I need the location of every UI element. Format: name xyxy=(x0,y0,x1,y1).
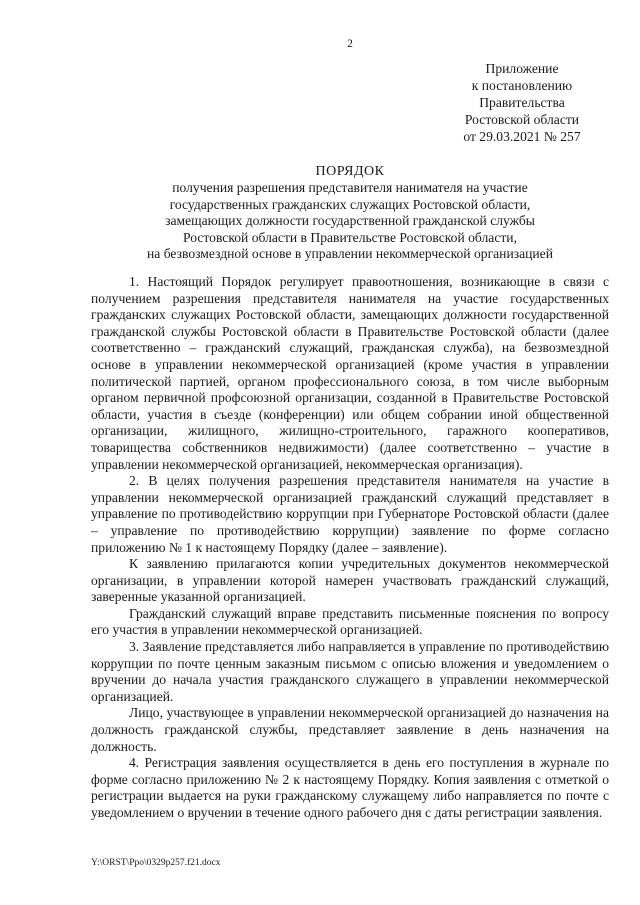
paragraph-3: 3. Заявление представляется либо направляется в управление по противодействию коррупции по почте ценным заказным письмом с описью вложения и уведомлением о вручении до начала участия гражданского служащего в управлении некоммерческой организацией. xyxy=(91,639,609,704)
document-title: ПОРЯДОК xyxy=(315,164,385,179)
appendix-line: Приложение xyxy=(485,61,559,76)
page-number: 2 xyxy=(347,38,353,50)
appendix-line: к постановлению xyxy=(471,78,573,93)
appendix-block xyxy=(455,60,589,145)
appendix-line: Ростовской области xyxy=(464,112,580,127)
subtitle-line: получения разрешения представителя нанимателя на участие xyxy=(172,180,528,195)
appendix-line: от 29.03.2021 № 257 xyxy=(463,129,581,144)
paragraph-1: 1. Настоящий Порядок регулирует правоотношения, возникающие в связи с получением разрешения представителя нанимателя на участие государственных гражданских служащих Ростовской области, замещающих должности государственной гражданской службы Ростовской области в Правительстве Ростовской области (далее соответственно – гражданский служащий, гражданская служба), на безвозмездной основе в управлении некоммерческой организацией (кроме участия в управлении политической партией, органом профессионального союза, в том числе выборным органом первичной профсоюзной организации, созданной в Правительстве Ростовской области, участия в съезде (конференции) или общем собрании иной общественной организации, жилищного, жилищно-строительного, гаражного кооперативов, товарищества собственников недвижимости) (далее соответственно – участие в управлении некоммерческой организацией, некоммерческая организация). xyxy=(91,274,609,472)
subtitle-line: Ростовской области в Правительстве Ростовской области, xyxy=(183,229,517,245)
file-path-footer: Y:\ORST\Ppo\0329p257.f21.docx xyxy=(91,858,221,868)
document-body xyxy=(91,274,609,822)
subtitle-line: государственных гражданских служащих Ростовской области, xyxy=(169,196,531,212)
paragraph-2: 2. В целях получения разрешения представителя нанимателя на участие в управлении некоммерческой организацией гражданский служащий представляет в управление по противодействию коррупции при Губернаторе Ростовской области (далее – управление по противодействию коррупции) заявление по форме согласно приложению № 1 к настоящему Порядку (далее – заявление). xyxy=(91,473,609,555)
paragraph-2-explanations: Гражданский служащий вправе представить письменные пояснения по вопросу его участия в управлении некоммерческой организацией. xyxy=(91,605,609,638)
document-subtitle xyxy=(90,180,610,263)
appendix-line: Правительства xyxy=(479,95,565,110)
subtitle-line: на безвозмездной основе в управлении некоммерческой организацией xyxy=(146,246,553,262)
paragraph-3-person: Лицо, участвующее в управлении некоммерческой организацией до назначения на должность гражданской службы, представляет заявление в день назначения на должность. xyxy=(91,705,609,754)
paragraph-4: 4. Регистрация заявления осуществляется в день его поступления в журнале по форме согласно приложению № 2 к настоящему Порядку. Копия заявления с отметкой о регистрации выдается на руки гражданскому служащему либо направляется по почте с уведомлением о вручении в течение одного рабочего дня с даты регистрации заявления. xyxy=(91,755,609,820)
subtitle-line: замещающих должности государственной гражданской службы xyxy=(165,213,535,229)
paragraph-2-attachments: К заявлению прилагаются копии учредительных документов некоммерческой организации, в управлении которой намерен участвовать гражданский служащий, заверенные указанной организацией. xyxy=(91,556,609,605)
